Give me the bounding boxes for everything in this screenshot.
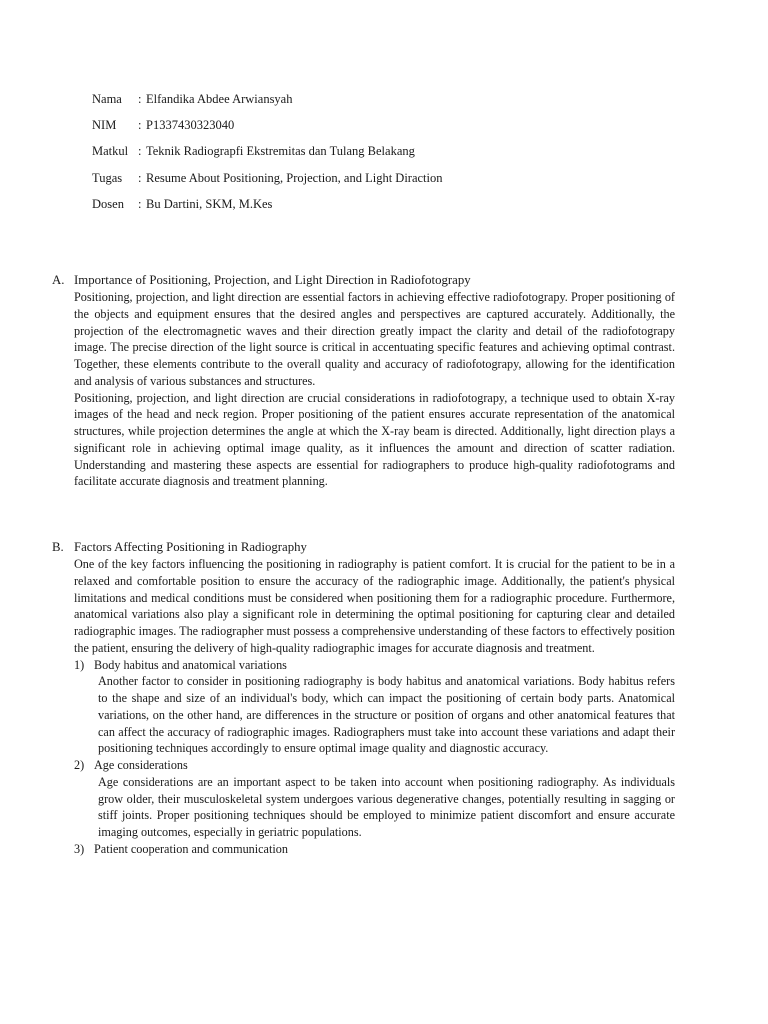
section-a — [52, 272, 675, 490]
paragraph: Positioning, projection, and light direction are essential factors in achieving effective radiofotograpy. Proper positioning of the objects and equipment ensures that the desired angles and perspectives are captured accurately. Additionally, the projection of the electromagnetic waves and their direction greatly impact the clarity and detail of the radiofotograpy image. The precise direction of the light source is critical in accentuating specific features and achieving optimal contrast. Together, these elements contribute to the overall quality and accuracy of radiofotograpy, allowing for the identification and analysis of various substances and structures. — [74, 290, 675, 388]
list-item — [74, 757, 675, 841]
list-number: 2) — [74, 758, 85, 772]
header-value-tugas: Resume About Positioning, Projection, and Light Diraction — [146, 170, 443, 185]
header-row-dosen — [92, 191, 443, 217]
header-colon: : — [138, 170, 142, 185]
list-item-title: Age considerations — [94, 758, 188, 772]
section-heading — [52, 272, 675, 289]
factor-list — [74, 657, 675, 858]
list-item-heading — [74, 757, 675, 774]
list-number: 1) — [74, 657, 85, 672]
section-title: Importance of Positioning, Projection, and Light Direction in Radiofotograpy — [74, 273, 471, 287]
list-item-body — [98, 774, 675, 841]
header-value-nama: Elfandika Abdee Arwiansyah — [146, 92, 293, 106]
section-body — [74, 289, 675, 490]
paragraph: Positioning, projection, and light direction are crucial considerations in radiofotograpy, a technique used to obtain X-ray images of the head and neck region. Proper positioning of the patient ensures accurate representation of the anatomical structures, while projection determines the angle at which the X-ray beam is directed. Additionally, light direction plays a significant role in achieving optimal image quality, as it influences the amount and direction of scatter radiation. Understanding and mastering these aspects are essential for radiographers to produce high-quality radiofotograms and facilitate accurate diagnosis and treatment planning. — [74, 390, 675, 489]
header-row-nama — [92, 86, 443, 112]
section-heading — [52, 539, 675, 556]
header-colon: : — [138, 144, 142, 159]
header-colon: : — [138, 92, 142, 106]
header-label: Matkul — [92, 144, 129, 159]
section-body — [74, 556, 675, 657]
section-b — [52, 539, 675, 858]
student-info-header — [92, 86, 443, 217]
header-row-matkul — [92, 138, 443, 164]
list-item-title: Patient cooperation and communication — [94, 841, 288, 856]
paragraph: One of the key factors influencing the positioning in radiography is patient comfort. It is crucial for the patient to be in a relaxed and comfortable position to ensure the accuracy of the radiographic image. Additionally, the patient's physical limitations and medical conditions must be considered when positioning them for a radiographic procedure. Furthermore, anatomical variations also play a significant role in determining the optimal positioning for capturing clear and detailed radiographic images. The radiographer must possess a comprehensive understanding of these factors to effectively position the patient, ensuring the delivery of high-quality radiographic images for accurate diagnosis and treatment. — [74, 557, 675, 655]
list-item-heading — [74, 657, 675, 674]
header-label: Tugas — [92, 170, 123, 185]
list-item — [74, 841, 675, 858]
header-row-nim — [92, 112, 443, 138]
header-label: Dosen — [92, 196, 124, 211]
header-value-dosen: Bu Dartini, SKM, M.Kes — [146, 196, 273, 211]
list-item-heading — [74, 841, 675, 858]
paragraph: Age considerations are an important aspect to be taken into account when positioning radiography. As individuals grow older, their musculoskeletal system undergoes various degenerative changes, potentially resulting in sagging or stiff joints. Proper positioning techniques should be employed to minimize patient discomfort and ensure accurate imaging outcomes, especially in geriatric populations. — [98, 774, 675, 839]
header-colon: : — [138, 196, 142, 211]
section-letter: B. — [52, 540, 64, 554]
header-label: Nama — [92, 92, 122, 106]
list-item-body — [98, 673, 675, 757]
section-letter: A. — [52, 273, 65, 287]
header-value-matkul: Teknik Radiograpfi Ekstremitas dan Tulang Belakang — [146, 144, 415, 159]
paragraph: Another factor to consider in positioning radiography is body habitus and anatomical variations. Body habitus refers to the shape and size of an individual's body, which can impact the positioning of certain body parts. Anatomical variations, on the other hand, are differences in the structure or position of organs and other anatomical features that can affect the accuracy of radiographic images. Radiographers must take into account these variations and adapt their positioning techniques accordingly to ensure optimal image quality and diagnostic accuracy. — [98, 674, 675, 756]
header-colon: : — [138, 118, 142, 133]
section-title: Factors Affecting Positioning in Radiography — [74, 540, 307, 554]
list-item — [74, 657, 675, 758]
list-number: 3) — [74, 841, 85, 856]
list-item-title: Body habitus and anatomical variations — [94, 657, 287, 672]
header-row-tugas — [92, 165, 443, 191]
header-value-nim: P1337430323040 — [146, 118, 235, 133]
header-label: NIM — [92, 118, 117, 133]
